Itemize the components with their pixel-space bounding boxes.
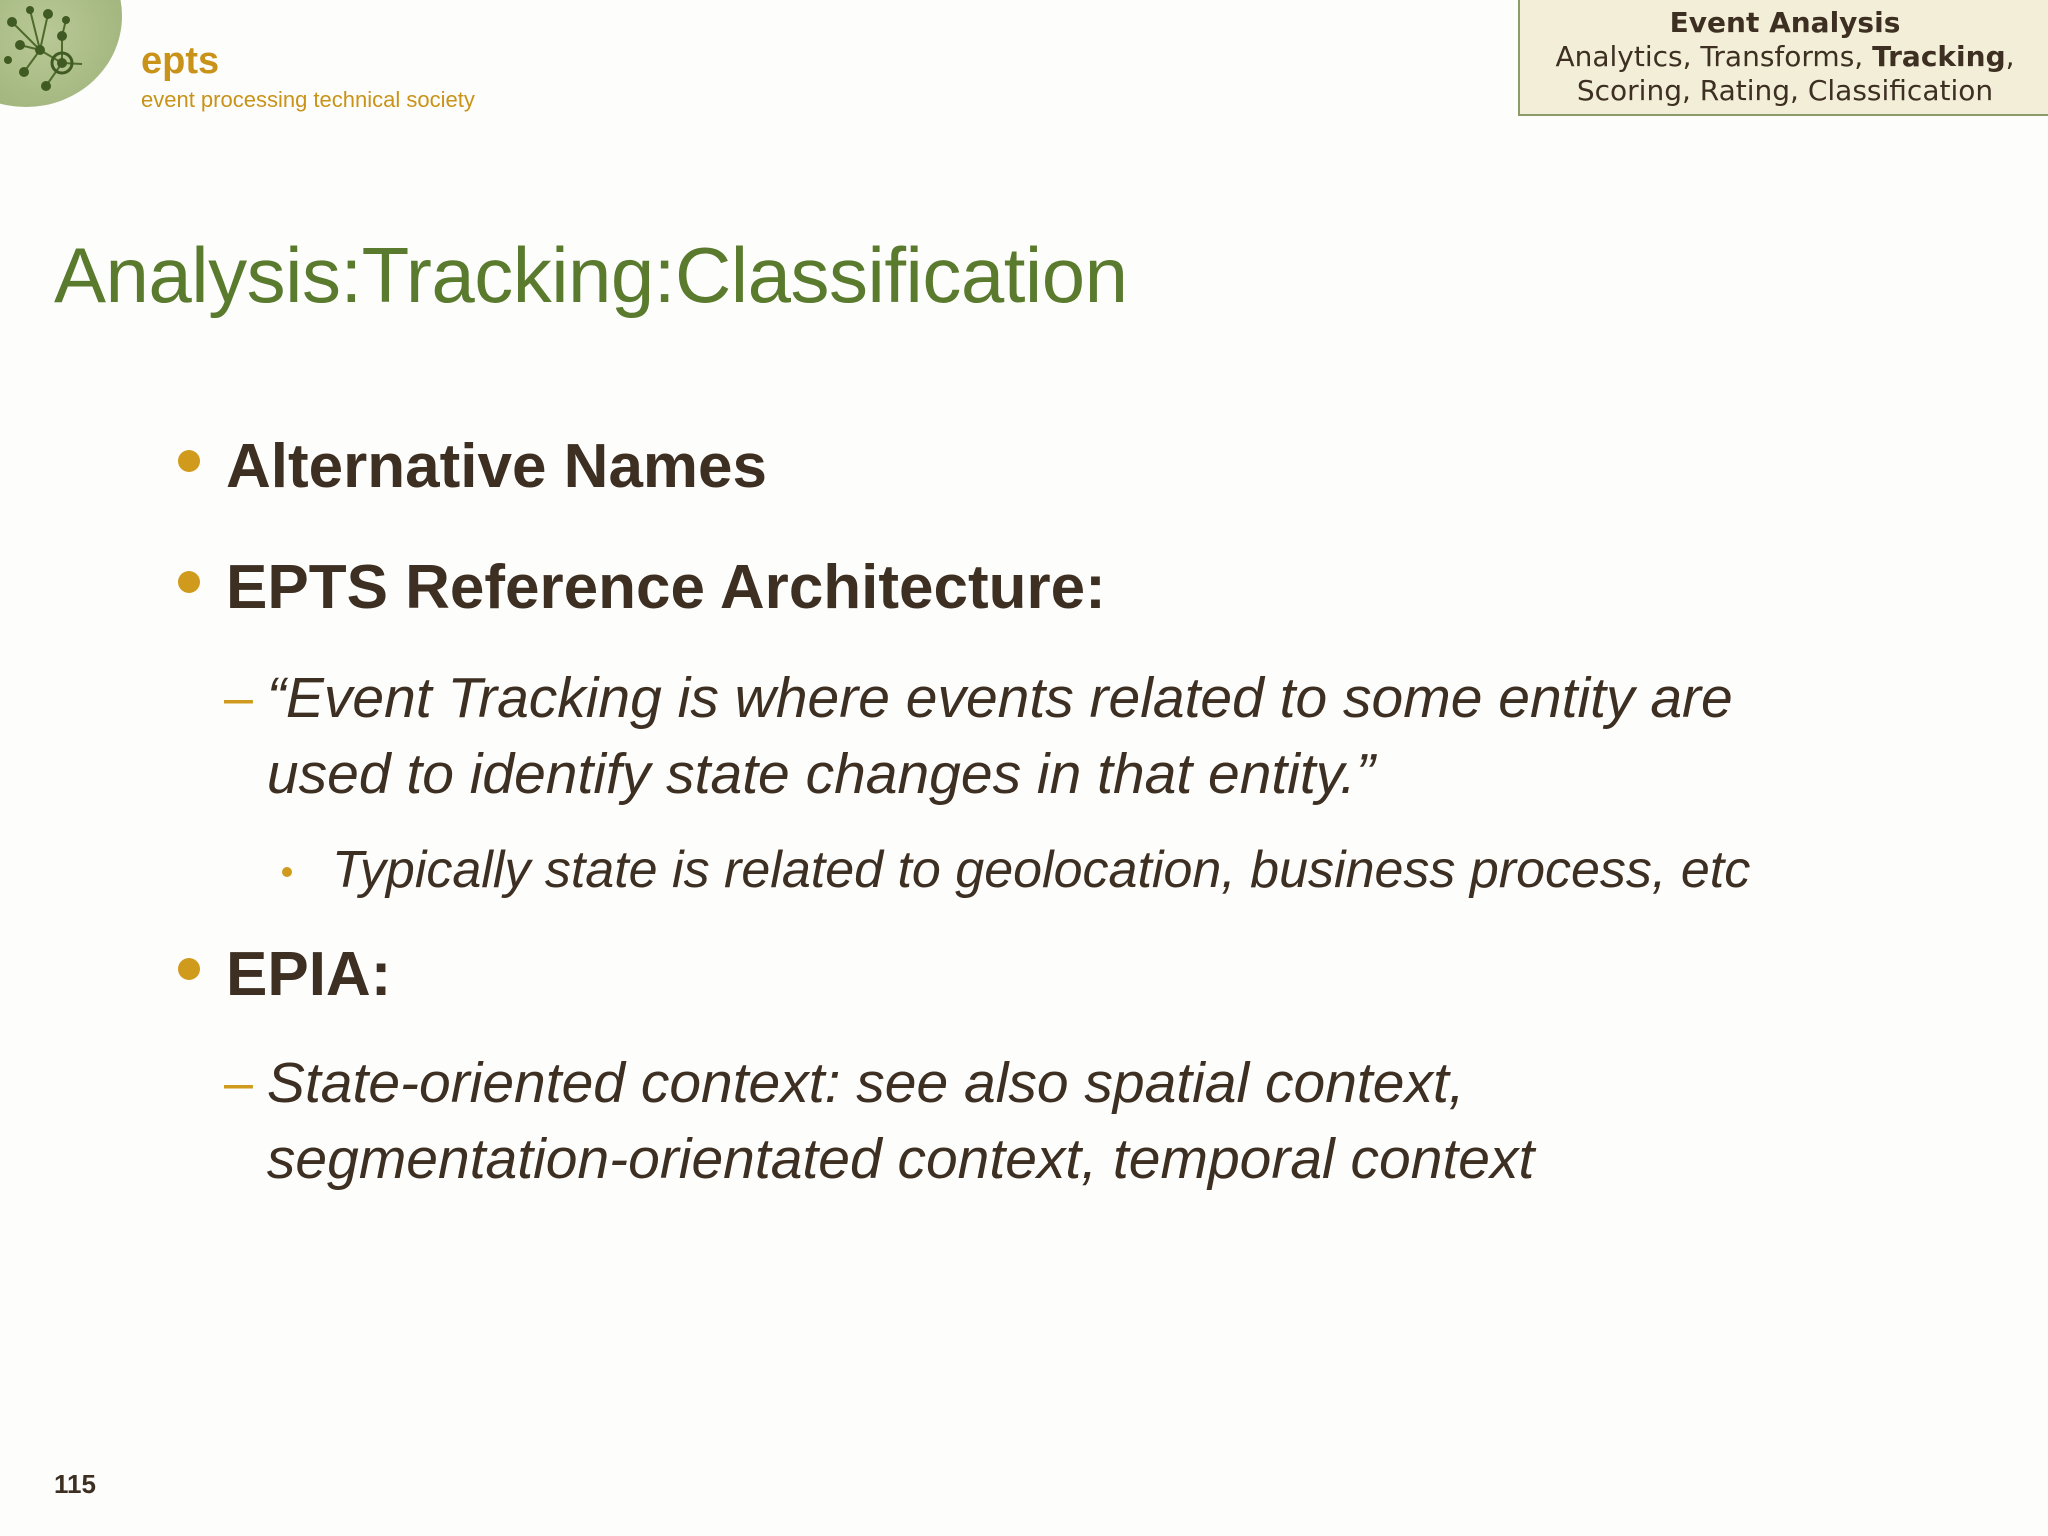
bullet-text: Alternative Names	[226, 432, 768, 501]
slide-title: Analysis:Tracking:Classification	[54, 231, 1128, 319]
small-bullet-dot-icon	[282, 867, 292, 877]
sub-sub-bullet-state	[282, 840, 1750, 900]
bullet-dot-icon	[178, 958, 200, 980]
sub-bullet-text	[267, 1045, 1534, 1197]
sub-bullet-state-oriented	[224, 1045, 1534, 1197]
bullet-alternative-names	[178, 432, 767, 502]
dash-icon: –	[224, 1054, 253, 1112]
bullet-text: EPTS Reference Architecture:	[226, 553, 1106, 622]
page-number: 115	[54, 1469, 96, 1499]
epts-logo	[0, 0, 122, 107]
topic-heading: Event Analysis	[1669, 6, 1901, 39]
topic-line-2-prefix: Analytics, Transforms,	[1555, 40, 1873, 73]
sub-bullet-line-1: State-oriented context: see also spatial context,	[266, 1051, 1465, 1115]
topic-line-2-bold: Tracking	[1872, 40, 2006, 73]
topic-line-2-suffix: ,	[2005, 40, 2015, 73]
sub-bullet-text	[267, 660, 1733, 812]
network-logo-icon	[0, 0, 122, 107]
topic-line-2	[1520, 40, 2048, 74]
bullet-dot-icon	[178, 571, 200, 593]
sub-bullet-event-tracking	[224, 660, 1733, 812]
brand-tagline: event processing technical society	[141, 87, 475, 112]
sub-sub-bullet-text: Typically state is related to geolocation, business process, etc	[332, 841, 1751, 899]
dash-icon: –	[224, 669, 253, 727]
sub-bullet-line-1: “Event Tracking is where events related to some entity are	[266, 666, 1733, 730]
bullet-epts-reference	[178, 553, 1106, 623]
topic-box	[1518, 0, 2048, 116]
topic-line-3: Scoring, Rating, Classification	[1576, 74, 1994, 107]
sub-bullet-line-2: segmentation-orientated context, temporal context	[266, 1127, 1535, 1191]
bullet-dot-icon	[178, 450, 200, 472]
sub-bullet-line-2: used to identify state changes in that entity.”	[266, 742, 1375, 806]
bullet-text: EPIA:	[226, 940, 392, 1009]
bullet-epia	[178, 940, 391, 1010]
brand-name: epts	[141, 40, 220, 82]
